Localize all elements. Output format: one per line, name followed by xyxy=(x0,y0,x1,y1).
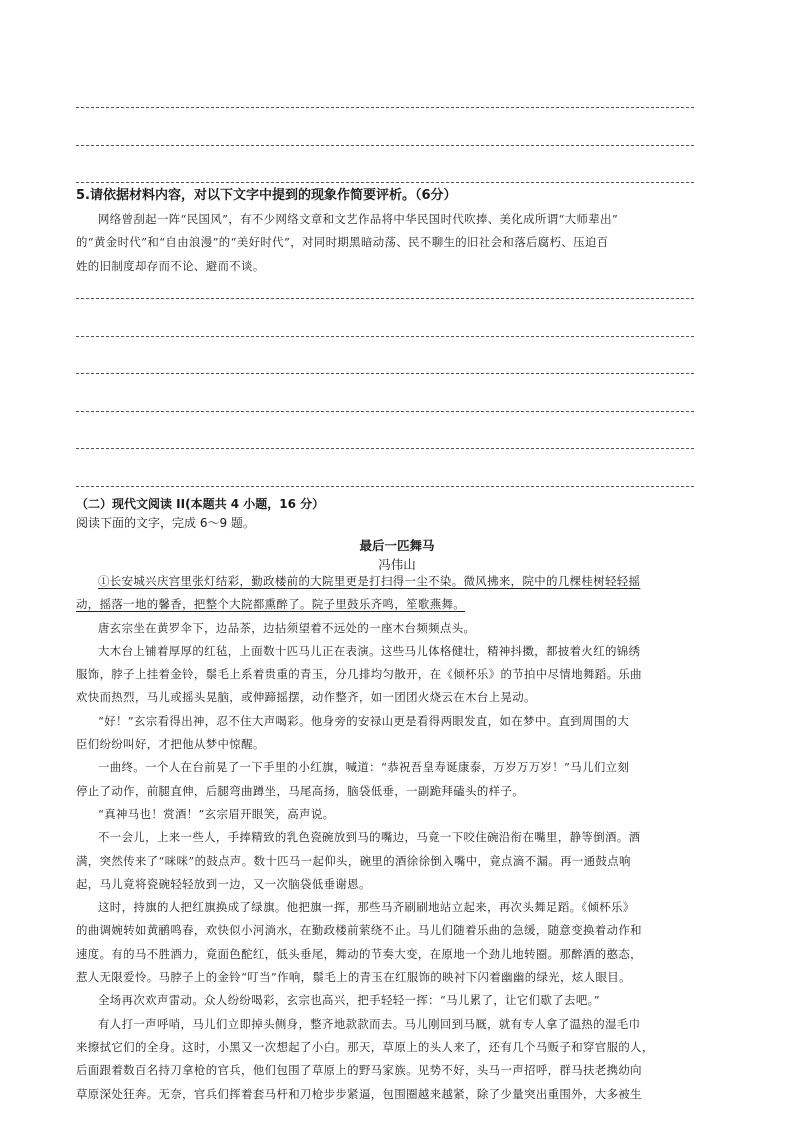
paragraph-line: 惹人无限爱怜。马脖子上的金铃“叮当”作响，鬃毛上的青玉在红服饰的映衬下闪着幽幽的绿光，炫人眼目。 xyxy=(76,970,631,985)
paragraph-line: 停止了动作，前腿直伸，后腿弯曲蹲坐，马尾高扬，脑袋低垂，一副跪拜磕头的样子。 xyxy=(76,783,525,798)
paragraph-line: 不一会儿，上来一些人，手捧精致的乳色瓷碗放到马的嘴边，马竟一下咬住碗沿衔在嘴里，静等倒酒。酒 xyxy=(98,830,641,845)
answer-line xyxy=(76,448,694,449)
paragraph-line: 草原深处狂奔。无奈，官兵们挥着套马杆和刀枪步步紧逼，包围圈越来越紧，除了少量突出重围外，大多被生 xyxy=(76,1086,642,1101)
passage-line: 网络曾刮起一阵“民国风”，有不少网络文章和文艺作品将中华民国时代吹捧、美化成所谓“大师辈出” xyxy=(98,212,619,226)
paragraph-6 xyxy=(76,803,716,826)
article-author: 冯伟山 xyxy=(378,557,416,572)
paragraph-line: 起，马儿竟将瓷碗轻轻放到一边，又一次脑袋低垂谢恩。 xyxy=(76,876,371,891)
paragraph-line: 的曲调婉转如黄鹂鸣春，欢快似小河淌水，在勤政楼前萦绕不止。马儿们随着乐曲的急缓，随意变换着动作和 xyxy=(76,923,642,938)
paragraph-line: 动，摇落一地的馨香，把整个大院都熏醉了。院子里鼓乐齐鸣，笙歌燕舞。 xyxy=(76,597,466,612)
article-title: 最后一匹舞马 xyxy=(359,538,435,553)
paragraph-3 xyxy=(76,640,716,710)
paragraph-line: 后面跟着数百名持刀拿枪的官兵，他们包围了草原上的野马家族。见势不好，头马一声招呼，群马扶老携幼向 xyxy=(76,1063,642,1078)
answer-line xyxy=(76,145,694,146)
paragraph-line: 全场再次欢声雷动。众人纷纷喝彩，玄宗也高兴，把手轻轻一挥：“马儿累了，让它们歇了去吧。” xyxy=(98,993,600,1008)
paragraph-line: 一曲终。一个人在台前晃了一下手里的小红旗，喊道：“恭祝吾皇寿诞康泰，万岁万万岁！”马儿们立刻 xyxy=(98,760,630,775)
paragraph-line: 服饰，脖子上挂着金铃，鬃毛上系着贵重的青玉，分几排均匀散开，在《倾杯乐》的节拍中尽情地舞蹈。乐曲 xyxy=(76,667,642,682)
answer-line xyxy=(76,107,694,108)
answer-line xyxy=(76,298,694,299)
paragraph-1 xyxy=(76,570,716,617)
article-body xyxy=(76,570,716,1106)
paragraph-line: “真神马也！赏酒！”玄宗眉开眼笑，高声说。 xyxy=(98,806,335,821)
paragraph-9 xyxy=(76,989,716,1012)
answer-line xyxy=(76,182,694,183)
paragraph-line: 速度。有的马不胜酒力，竟面色酡红，低头垂尾，舞动的节奏大变，在原地一个劲儿地转圈。那醉酒的憨态， xyxy=(76,946,642,961)
answer-line xyxy=(76,411,694,412)
paragraph-line: 大木台上铺着厚厚的红毡，上面数十匹马儿正在表演。这些马儿体格健壮，精神抖擞，都披着火红的锦绣 xyxy=(98,643,641,658)
paragraph-line: 来擦拭它们的全身。这时，小黑又一次想起了小白。那天，草原上的头人来了，还有几个马贩子和穿官服的人， xyxy=(76,1039,654,1054)
paragraph-line: 这时，持旗的人把红旗换成了绿旗。他把旗一挥，那些马齐刷刷地站立起来，再次头舞足蹈。《倾杯乐》 xyxy=(98,900,635,915)
paragraph-10 xyxy=(76,1013,716,1106)
answer-line xyxy=(76,373,694,374)
paragraph-line: 唐玄宗坐在黄罗伞下，边品茶，边拈须望着不远处的一座木台频频点头。 xyxy=(98,620,476,635)
paragraph-2 xyxy=(76,617,716,640)
paragraph-line: 有人打一声呼哨，马儿们立即掉头侧身，整齐地款款而去。马儿刚回到马厩，就有专人拿了温热的湿毛巾 xyxy=(98,1016,641,1031)
paragraph-line: “好！”玄宗看得出神，忍不住大声喝彩。他身旁的安禄山更是看得两眼发直，如在梦中。直到周围的大 xyxy=(98,713,630,728)
section-instruction: 阅读下面的文字，完成 6～9 题。 xyxy=(76,516,255,530)
paragraph-line: ①长安城兴庆宫里张灯结彩，勤政楼前的大院里更是打扫得一尘不染。微风拂来，院中的几棵桂树轻轻摇 xyxy=(98,574,641,588)
paragraph-line: 欢快而热烈，马儿或摇头晃脑，或伸蹄摇摆，动作整齐，如一团团火烧云在木台上晃动。 xyxy=(76,690,536,705)
passage-line: 的“黄金时代”和“自由浪漫”的“美好时代”，对同时期黑暗动荡、民不聊生的旧社会和落后腐朽、压迫百 xyxy=(76,235,609,250)
passage-line: 姓的旧制度却存而不论、避而不谈。 xyxy=(76,258,265,273)
paragraph-line: 臣们纷纷叫好，才把他从梦中惊醒。 xyxy=(76,737,265,752)
paragraph-8 xyxy=(76,896,716,989)
paragraph-5 xyxy=(76,756,716,803)
paragraph-7 xyxy=(76,826,716,896)
answer-line xyxy=(76,336,694,337)
paragraph-4 xyxy=(76,710,716,757)
section-heading: （二）现代文阅读 II(本题共 4 小题，16 分） xyxy=(76,497,325,511)
question-5-passage xyxy=(76,208,716,278)
question-5-title: 5.请依据材料内容，对以下文字中提到的现象作简要评析。（6分） xyxy=(76,188,457,203)
answer-line xyxy=(76,486,694,487)
paragraph-line: 满，突然传来了“咪咪”的鼓点声。数十匹马一起仰头，碗里的酒徐徐倒入嘴中，竟点滴不漏。再一通鼓点响 xyxy=(76,853,631,868)
